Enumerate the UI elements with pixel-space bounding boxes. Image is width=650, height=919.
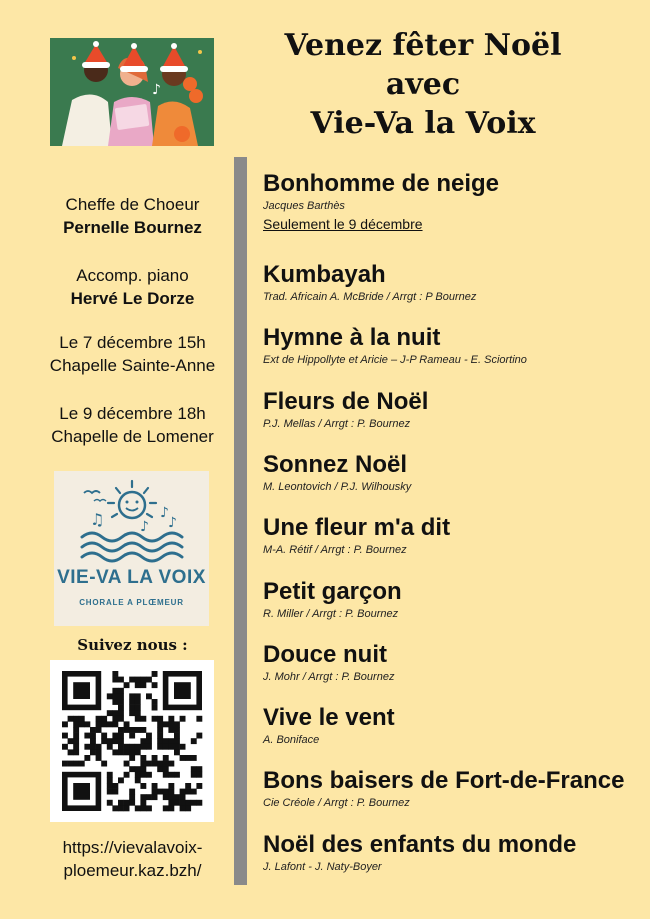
concert-1-place: Chapelle Sainte-Anne [49,356,216,375]
song-title: Petit garçon [263,578,402,605]
song-title: Bonhomme de neige [263,170,500,197]
song-credit: J. Lafont - J. Naty-Boyer [263,861,382,873]
svg-text:♪: ♪ [168,515,177,531]
song-note: Seulement le 9 décembre [263,216,423,232]
piano-role: Accomp. piano [76,266,189,285]
song-item [263,170,643,234]
song-item [263,704,643,748]
song-title: Douce nuit [263,641,387,668]
page-title [250,26,596,143]
song-title: Hymne à la nuit [263,324,441,351]
follow-label: Suivez nous : [77,636,188,654]
sun-waves-icon [54,471,209,566]
song-credit: Ext de Hippollyte et Aricie – J-P Rameau - E. Sciortino [263,354,527,366]
concert-2-date: Le 9 décembre 18h [59,404,206,423]
concert-2-place: Chapelle de Lomener [51,427,214,446]
svg-text:♫: ♫ [90,510,105,529]
song-item [263,831,643,875]
concert-2 [30,402,235,448]
song-credit: Trad. Africain A. McBride / Arrgt : P Bournez [263,291,477,303]
director-name: Pernelle Bournez [63,218,202,237]
piano-name: Hervé Le Dorze [70,289,195,308]
song-item [263,578,643,622]
svg-text:♪: ♪ [140,519,149,535]
song-item [263,767,643,811]
carolers-icon [50,38,214,146]
song-title: Une fleur m'a dit [263,514,451,541]
logo-subtitle: CHORALE A PLŒMEUR [79,598,184,607]
song-item [263,641,643,685]
logo-name: VIE-VA LA VOIX [57,567,206,588]
piano-info [30,264,235,310]
song-item [263,388,643,432]
song-credit: M. Leontovich / P.J. Wilhousky [263,481,412,493]
title-line-1: Venez fêter Noël [284,28,562,63]
song-title: Vive le vent [263,704,395,731]
song-credit: P.J. Mellas / Arrgt : P. Bournez [263,418,411,430]
qr-code[interactable] [50,660,214,822]
url-line-1[interactable]: https://vievalavoix- [62,838,203,857]
song-title: Noël des enfants du monde [263,831,577,858]
svg-text:♪: ♪ [152,82,161,98]
title-line-3: Vie-Va la Voix [310,106,536,141]
song-credit: Cie Créole / Arrgt : P. Bournez [263,797,410,809]
website-url[interactable] [30,836,235,882]
song-credit: A. Boniface [263,734,320,746]
choir-logo [54,471,209,626]
vertical-divider [234,157,247,885]
song-credit: J. Mohr / Arrgt : P. Bournez [263,671,395,683]
title-line-2: avec [385,67,461,102]
song-credit: R. Miller / Arrgt : P. Bournez [263,608,399,620]
concert-1 [30,331,235,377]
svg-text:♪: ♪ [160,505,169,521]
song-item [263,261,643,305]
song-title: Fleurs de Noël [263,388,429,415]
song-title: Bons baisers de Fort-de-France [263,767,625,794]
url-line-2[interactable]: ploemeur.kaz.bzh/ [63,861,202,880]
qr-code-icon [50,660,214,822]
song-credit: Jacques Barthès [263,200,345,212]
director-role: Cheffe de Choeur [65,195,200,214]
song-title: Sonnez Noël [263,451,408,478]
carolers-illustration [50,38,214,146]
song-item [263,324,643,368]
song-title: Kumbayah [263,261,386,288]
song-item [263,514,643,558]
concert-1-date: Le 7 décembre 15h [59,333,206,352]
song-credit: M-A. Rétif / Arrgt : P. Bournez [263,544,407,556]
song-item [263,451,643,495]
director-info [30,193,235,239]
